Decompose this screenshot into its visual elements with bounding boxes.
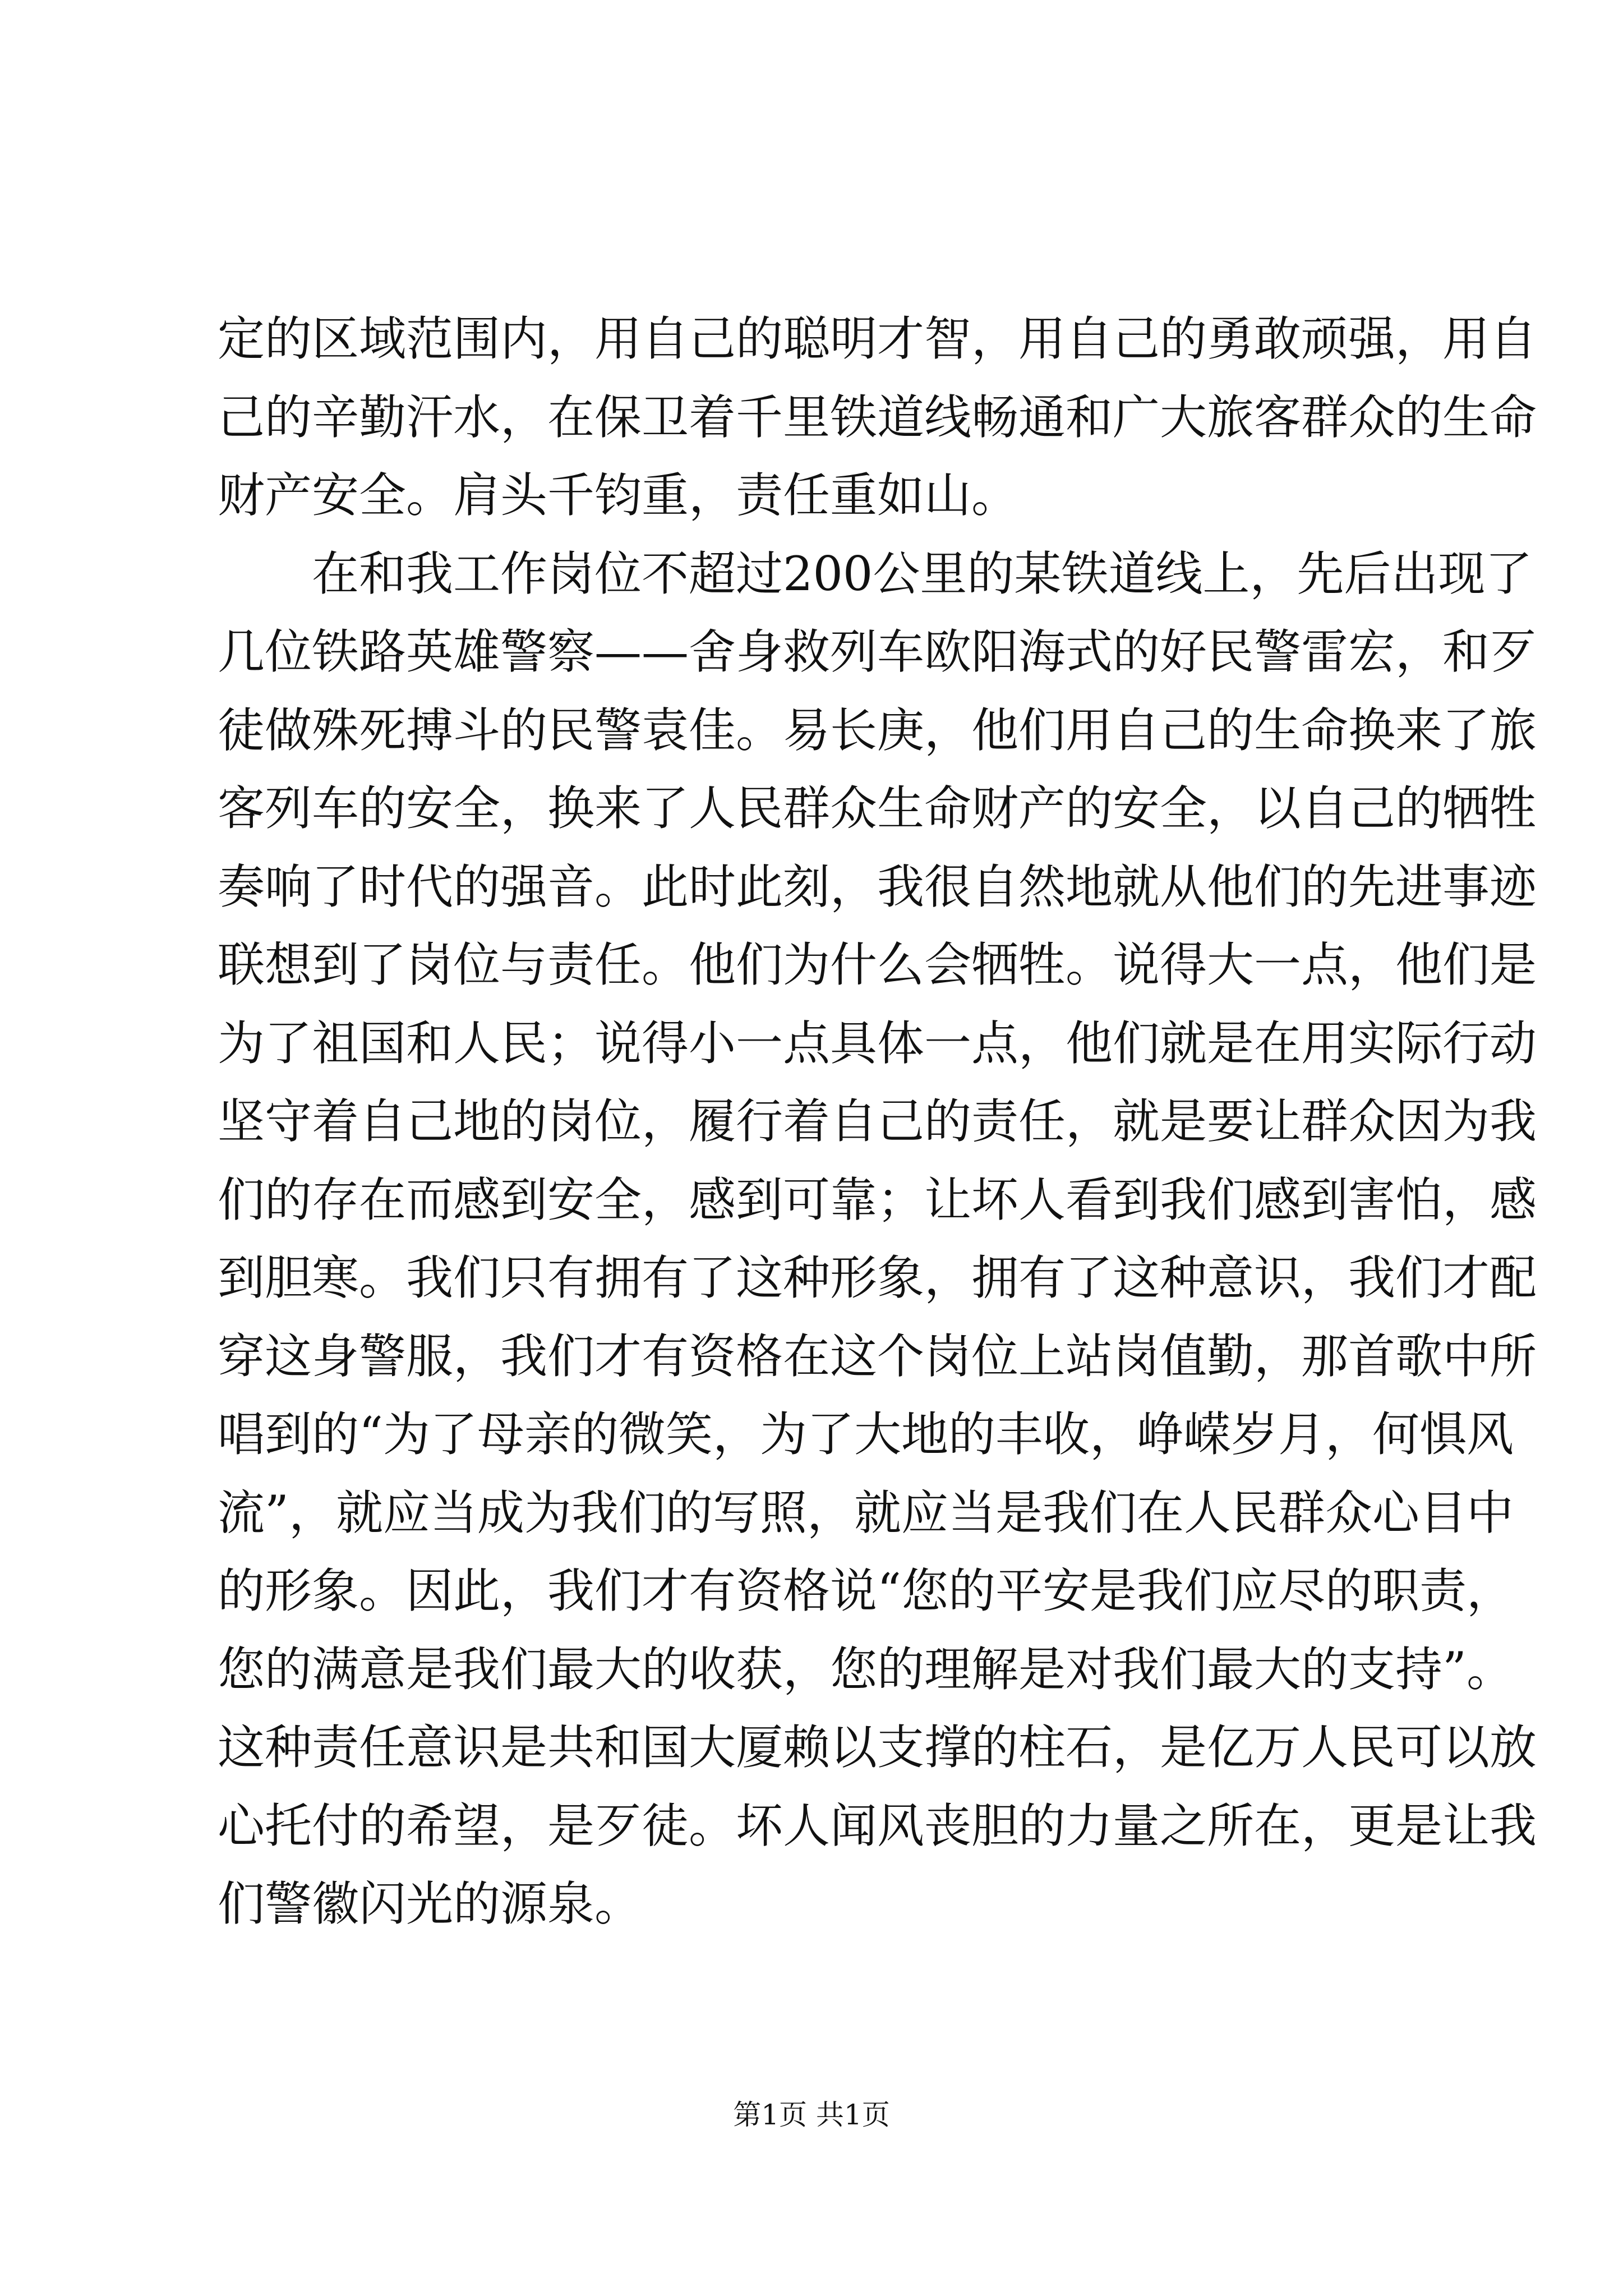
text-line: 在和我工作岗位不超过200公里的某铁道线上，先后出现了 bbox=[312, 546, 1533, 601]
text-line: 们警徽闪光的源泉。 bbox=[218, 1876, 642, 1931]
text-line: 到胆寒。我们只有拥有了这种形象，拥有了这种意识，我们才配 bbox=[218, 1250, 1537, 1305]
page-footer bbox=[0, 2092, 1623, 2133]
text-line: 定的区域范围内，用自己的聪明才智，用自己的勇敢顽强，用自 bbox=[218, 311, 1537, 366]
text-line: 流”，就应当成为我们的写照，就应当是我们在人民群众心目中 bbox=[218, 1485, 1514, 1540]
text-line: 己的辛勤汗水，在保卫着千里铁道线畅通和广大旅客群众的生命 bbox=[218, 389, 1537, 445]
text-line: 唱到的“为了母亲的微笑，为了大地的丰收，峥嵘岁月，何惧风 bbox=[218, 1407, 1514, 1462]
text-line: 为了祖国和人民；说得小一点具体一点，他们就是在用实际行动 bbox=[218, 1015, 1537, 1071]
text-line: 们的存在而感到安全，感到可靠；让坏人看到我们感到害怕，感 bbox=[218, 1172, 1537, 1227]
text-line: 心托付的希望，是歹徒。坏人闻风丧胆的力量之所在，更是让我 bbox=[218, 1798, 1537, 1853]
text-line: 几位铁路英雄警察——舍身救列车欧阳海式的好民警雷宏，和歹 bbox=[218, 624, 1537, 679]
text-line: 联想到了岗位与责任。他们为什么会牺牲。说得大一点，他们是 bbox=[218, 937, 1537, 992]
text-line: 这种责任意识是共和国大厦赖以支撑的柱石，是亿万人民可以放 bbox=[218, 1720, 1537, 1775]
text-line: 穿这身警服，我们才有资格在这个岗位上站岗值勤，那首歌中所 bbox=[218, 1328, 1537, 1384]
text-line: 奏响了时代的强音。此时此刻，我很自然地就从他们的先进事迹 bbox=[218, 859, 1537, 914]
text-line: 徒做殊死搏斗的民警袁佳。易长庚，他们用自己的生命换来了旅 bbox=[218, 702, 1537, 758]
text-line: 您的满意是我们最大的收获，您的理解是对我们最大的支持”。 bbox=[218, 1641, 1514, 1697]
body-text bbox=[218, 300, 1537, 1944]
page-number: 第1页 共1页 bbox=[733, 2099, 890, 2131]
text-line: 客列车的安全，换来了人民群众生命财产的安全，以自己的牺牲 bbox=[218, 781, 1537, 836]
text-line: 坚守着自己地的岗位，履行着自己的责任，就是要让群众因为我 bbox=[218, 1094, 1537, 1149]
text-line: 的形象。因此，我们才有资格说“您的平安是我们应尽的职责， bbox=[218, 1563, 1514, 1618]
text-line: 财产安全。肩头千钧重，责任重如山。 bbox=[218, 468, 1019, 523]
